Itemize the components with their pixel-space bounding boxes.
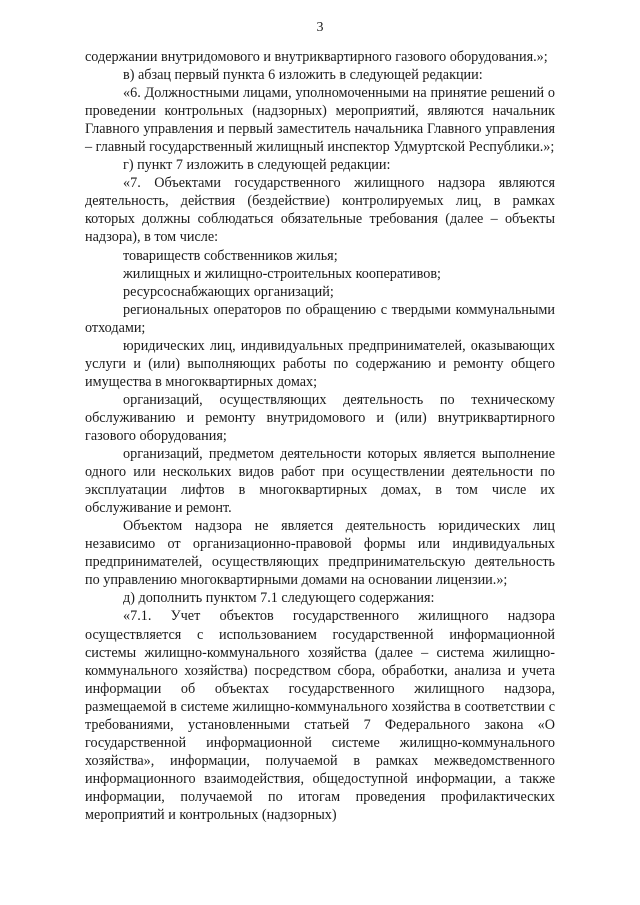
paragraph-clause-7-1: «7.1. Учет объектов государственного жилищного надзора осуществляется с использованием государственной информационной системы жилищно-коммунального хозяйства (далее – система жилищно-коммунального хозяйства) посредством сбора, обработки, анализа и учета информации об объектах государственного жилищного надзора, размещаемой в системе жилищно-коммунального хозяйства в соответствии с требованиями, установленными статьей 7 Федерального закона «О государственной информационной системе жилищно-коммунального хозяйства», информации, получаемой в рамках межведомственного информационного взаимодействия, общедоступной информации, а также информации, получаемой по итогам проведения профилактических мероприятий и контрольных (надзорных) (85, 608, 555, 823)
list-item-elevator-operation: организаций, предметом деятельности которых является выполнение одного или нескольких видов работ при осуществлении деятельности по эксплуатации лифтов в многоквартирных домах, в том числе их обслуживание и ремонт. (85, 446, 555, 517)
list-item-gas-maintenance: организаций, осуществляющих деятельность по техническому обслуживанию и ремонту внутридомового и (или) внутриквартирного газового оборудования; (85, 391, 555, 444)
page-number: 3 (316, 20, 324, 35)
paragraph-amendment-v: в) абзац первый пункта 6 изложить в следующей редакции: (123, 67, 483, 84)
paragraph-amendment-d: д) дополнить пунктом 7.1 следующего содержания: (123, 590, 435, 607)
list-item-hoa: товариществ собственников жилья; (123, 247, 338, 264)
paragraph-continuation: содержании внутридомового и внутриквартирного газового оборудования.»; (85, 49, 548, 65)
paragraph-amendment-g: г) пункт 7 изложить в следующей редакции: (123, 157, 391, 174)
list-item-waste-operators: региональных операторов по обращению с твердыми коммунальными отходами; (85, 301, 555, 336)
list-item-cooperatives: жилищных и жилищно-строительных кооперативов; (123, 265, 441, 282)
paragraph-clause-6: «6. Должностными лицами, уполномоченными на принятие решений о проведении контрольных (надзорных) мероприятий, являются начальник Главного управления и первый заместитель начальника Главного управления – главный государственный жилищный инспектор Удмуртской Республики.»; (85, 85, 555, 156)
paragraph-exclusion: Объектом надзора не является деятельность юридических лиц независимо от организационно-правовой формы или индивидуальных предпринимателей, осуществляющих предпринимательскую деятельность по управлению многоквартирными домами на основании лицензии.»; (85, 518, 555, 589)
paragraph-clause-7: «7. Объектами государственного жилищного надзора являются деятельность, действия (бездействие) контролируемых лиц, в рамках которых должны соблюдаться обязательные требования (далее – объекты надзора), в том числе: (85, 175, 555, 246)
list-item-resource-suppliers: ресурсоснабжающих организаций; (123, 283, 334, 300)
list-item-legal-entities: юридических лиц, индивидуальных предпринимателей, оказывающих услуги и (или) выполняющих работы по содержанию и ремонту общего имущества в многоквартирных домах; (85, 337, 555, 390)
document-body (85, 48, 555, 824)
